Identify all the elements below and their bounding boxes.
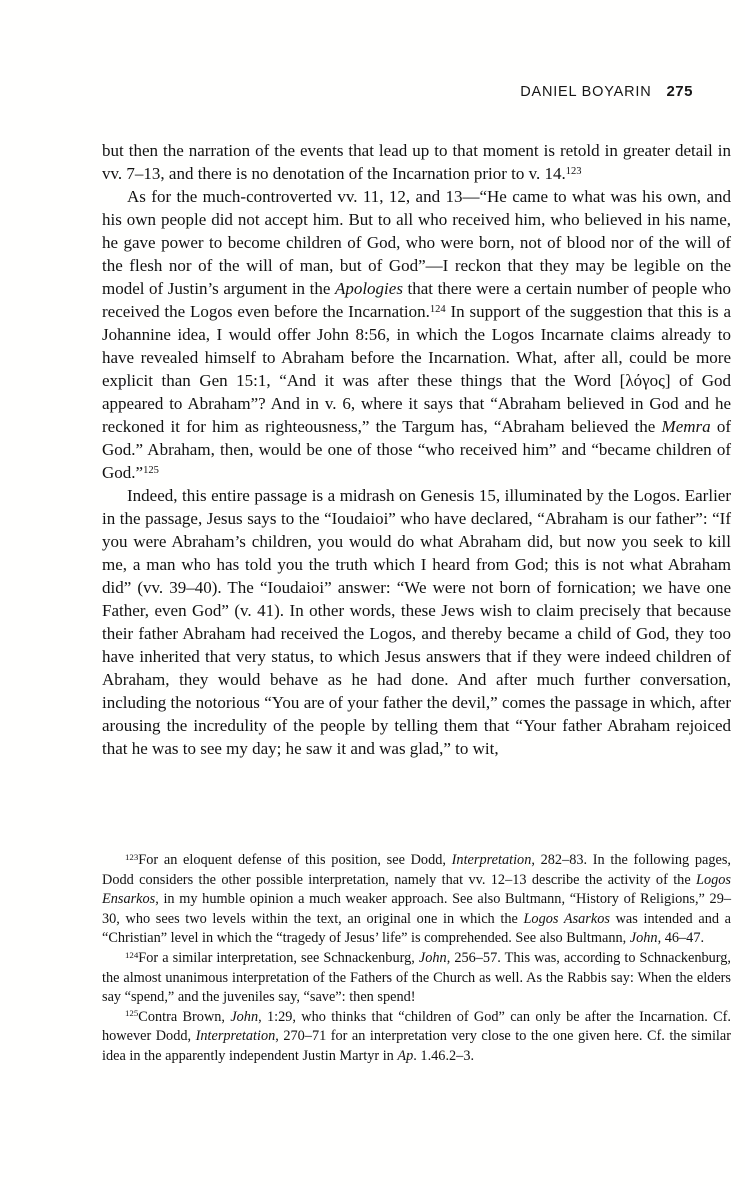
page-number: 275: [666, 83, 693, 100]
text-run: John: [418, 949, 447, 966]
text-run: John: [230, 1008, 259, 1025]
text-run: Contra Brown,: [138, 1008, 231, 1025]
text-run: , 270–71 for an interpretation very close to the one given here. Cf. the similar idea in the apparently independent Justin Martyr in: [102, 1028, 731, 1064]
text-run: but then the narration of the events that lead up to that moment is retold in greater detail in vv. 7–13, and there is no denotation of the Incarnation prior to v. 14.: [102, 141, 731, 183]
text-run: Interpretation: [195, 1028, 276, 1045]
text-run: . 1.46.2–3.: [413, 1047, 475, 1064]
text-run: Interpretation: [451, 852, 532, 868]
text-run: , 46–47.: [657, 930, 705, 947]
text-run: of God.” Abraham, then, would be one of those “who received him” and “became children of God.”: [102, 417, 731, 482]
footnote-ref: 124: [429, 303, 446, 315]
text-run: Logos Ensarkos: [102, 871, 731, 908]
footnote: [102, 1008, 731, 1067]
body-paragraph: [102, 139, 731, 185]
text-run: John: [629, 930, 658, 947]
text-run: , 256–57. This was, according to Schnackenburg, the almost unanimous interpretation of the Fathers of the Church as well. As the Rabbis say: When the elders say “spend,” and the juveniles say, “save”: then spend!: [102, 949, 732, 1006]
text-run: , 1:29, who thinks that “children of God” can only be after the Incarnation. Cf. however Dodd,: [102, 1008, 731, 1045]
text-run: Ap: [397, 1047, 414, 1064]
footnote-number: 123: [125, 851, 139, 862]
footnote-number: 125: [125, 1008, 139, 1019]
text-run: was intended and a “Christian” level in which the “tragedy of Jesus’ life” is comprehended. See also Bultmann,: [102, 910, 732, 947]
text-run: For a similar interpretation, see Schnackenburg,: [138, 949, 419, 966]
running-head-author: DANIEL BOYARIN: [520, 84, 652, 100]
text-run: Indeed, this entire passage is a midrash on Genesis 15, illuminated by the Logos. Earlier in the passage, Jesus says to the “Ioudaioi” who have declared, “Abraham is our father”: “If you were Abraham’s children, you would do what Abraham did, but now you seek to kill me, a man who has told you the truth which I heard from God; this is not what Abraham did” (vv. 39–40). The “Ioudaioi” answer: “We were not born of fornication; we have one Father, even God” (v. 41). In other words, these Jews wish to claim precisely that because their father Abraham had received the Logos, and thereby became a child of God, they too have inherited that very status, to which Jesus answers that if they were indeed children of Abraham, they would behave as he had done. And after much further conversation, including the notorious “You are of your father the devil,” comes the passage in which, after arousing the incredulity of the people by telling them that “Your father Abraham rejoiced that he was to see my day; he saw it and was glad,” to wit,: [102, 486, 731, 758]
text-run: As for the much-controverted vv. 11, 12, and 13—“He came to what was his own, and his own people did not accept him. But to all who received him, who believed in his name, he gave power to become children of God, who were born, not of blood nor of the will of the flesh nor of the will of man, but of God”—I reckon that they may be legible on the model of Justin’s argument in the: [102, 187, 731, 298]
text-run: Memra: [661, 417, 711, 436]
footnote-ref: 123: [565, 165, 582, 177]
text-run: Logos Asarkos: [523, 910, 610, 927]
text-run: For an eloquent defense of this position, see Dodd,: [138, 852, 452, 868]
text-run: that there were a certain number of people who received the Logos even before the Incarnation.: [102, 279, 732, 321]
footnote-ref: 125: [143, 464, 159, 476]
page-header: [520, 83, 693, 100]
body-paragraph: [102, 484, 731, 760]
text-run: , in my humble opinion a much weaker approach. See also Bultmann, “History of Religions,” 29–30, who sees two levels within the text, an original one in which the: [102, 891, 731, 927]
text-run: In support of the suggestion that this is a Johannine idea, I would offer John 8:56, in which the Logos Incarnate claims already to have revealed himself to Abraham before the Incarnation. What, after all, could be more explicit than Gen 15:1, “And it was after these things that the Word [λόγος] of God appeared to Abraham”? And in v. 6, where it says that “Abraham believed in God and he reckoned it for him as righteousness,” the Targum has, “Abraham believed the: [102, 302, 731, 436]
footnote: [102, 851, 731, 949]
footnote: [102, 949, 731, 1008]
footnotes: [102, 851, 731, 1067]
body-paragraph: [102, 185, 731, 484]
body-text: [102, 139, 731, 760]
text-run: Apologies: [334, 279, 403, 298]
footnote-number: 124: [125, 949, 139, 960]
text-run: , 282–83. In the following pages, Dodd considers the other possible interpretation, namely that vv. 12–13 describe the activity of the: [102, 852, 731, 888]
